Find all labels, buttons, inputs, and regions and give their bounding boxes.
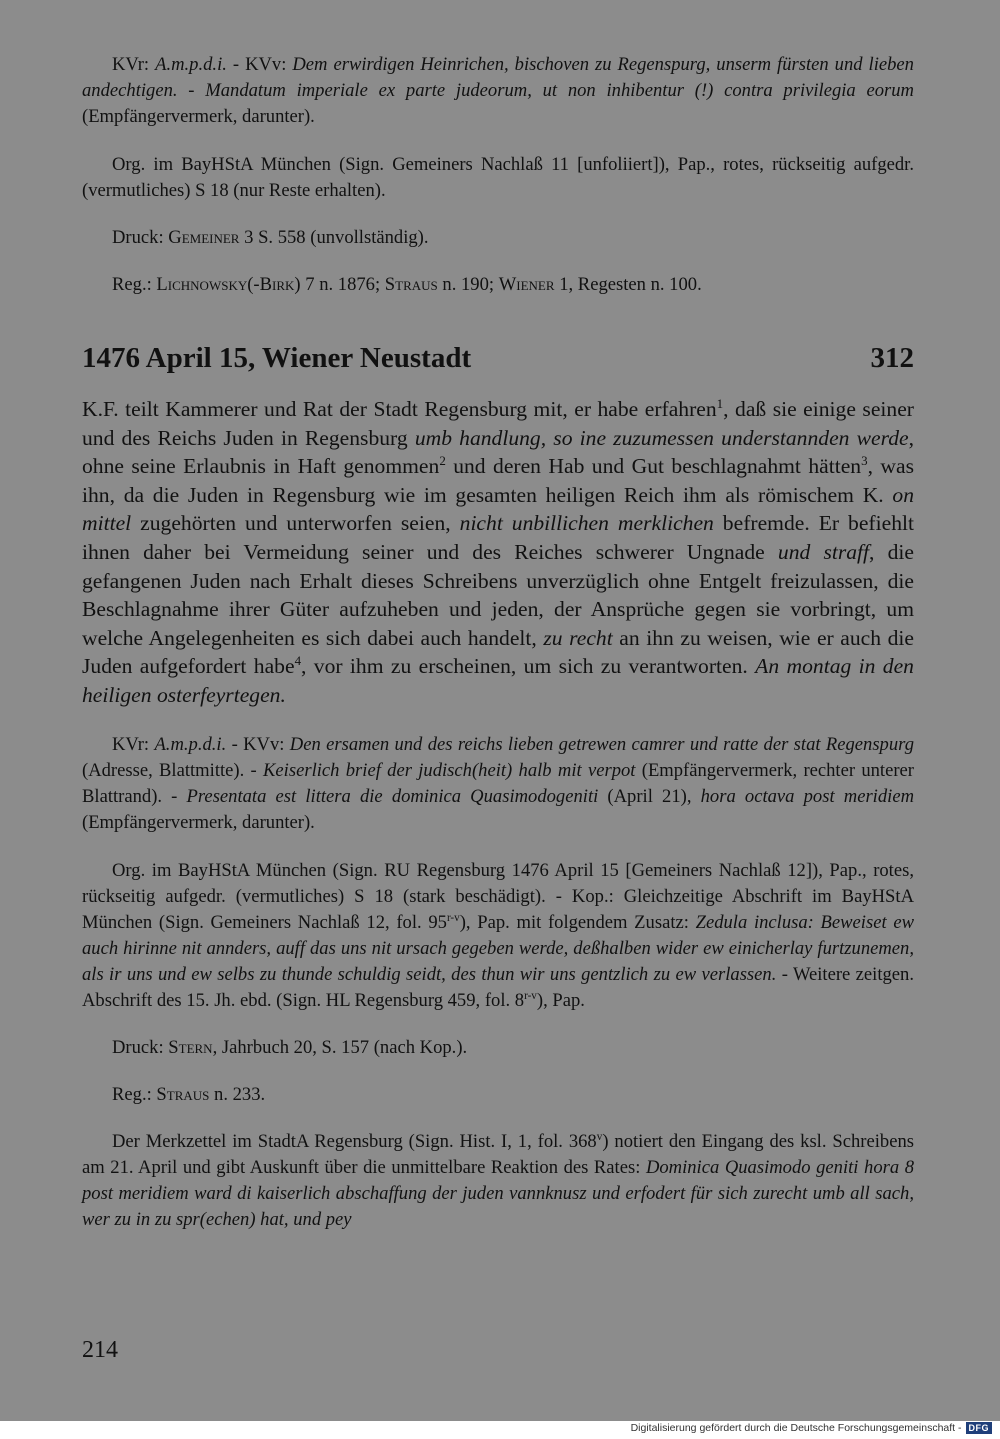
druck-ref: , Jahrbuch 20, S. 157 (nach Kop.).: [212, 1036, 468, 1058]
reg-ref: 7 n. 1876;: [300, 274, 385, 295]
reg-author: Straus: [384, 274, 438, 295]
quote-text: Dominica Quasimodo geniti hora 8 post meridiem ward di kaiserlich abschaffung der juden vannknusz und erfodert für sich zurecht umb all sach, wer zu in zu spr(echen) hat, und pey: [82, 1156, 914, 1230]
body-text: zugehörten und unterworfen seien,: [131, 511, 460, 536]
reg-author: Lichnowsky(-Birk): [156, 274, 301, 295]
note-text: (Empfängervermerk, rechter unterer Blattrand). -: [82, 759, 914, 807]
kvv-label: - KVv:: [226, 733, 290, 755]
note-text: (April 21),: [598, 785, 701, 807]
reg-author: Straus: [156, 1083, 210, 1105]
note-text: Org. im BayHStA München (Sign. RU Regensburg 1476 April 15 [Gemeiners Nachlaß 12]), Pap., rotes, rückseitig aufgedr. (vermutliches) S 18 (stark beschädigt). - Kop.: Gleichzeitige Abschrift im BayHStA München (Sign. Gemeiners Nachlaß 12, fol. 95: [82, 859, 914, 933]
quote-text: umb handlung, so ine zuzumessen understannden werde: [414, 425, 909, 450]
page-number: 214: [82, 1337, 118, 1363]
quote-text: Zedula inclusa: Beweiset ew auch hirinne nit annders, auff das uns nit ursach gegeben werde, deßhalben wider ew einicherlay furtzunemen, als ir uns und ew selbs zu thunde schuldig seidt, des thun wir uns gentzlich zu ew verlassen.: [82, 911, 914, 985]
note-text: ) notiert den Eingang des ksl. Schreibens am 21. April und gibt Auskunft über die unmittelbare Reaktion des Rates:: [82, 1130, 914, 1178]
entry-reg-paragraph: [82, 1082, 914, 1108]
footnote-ref: 4: [294, 653, 302, 669]
prev-org-paragraph: Org. im BayHStA München (Sign. Gemeiners Nachlaß 11 [unfoliiert]), Pap., rotes, rückseitig aufgedr. (vermutliches) S 18 (nur Reste erhalten).: [82, 154, 914, 201]
druck-label: Druck:: [112, 227, 169, 248]
note-text: Der Merkzettel im StadtA Regensburg (Sign. Hist. I, 1, fol. 368: [112, 1130, 597, 1152]
prev-kv-paragraph: [82, 52, 914, 130]
quote-text: Keiserlich brief der judisch(heit) halb mit verpot: [263, 759, 636, 781]
kvr-code: A.m.p.d.i.: [154, 733, 227, 755]
body-text: an ihn zu weisen, wie er auch die Juden aufgefordert habe: [82, 625, 914, 679]
druck-author: Gemeiner: [168, 227, 240, 248]
prev-reg-paragraph: [82, 272, 914, 298]
body-text: , die gefangenen Juden nach Erhalt dieses Schreibens unverzüglich ohne Entgelt freizulassen, die Beschlagnahme ihrer Güter aufzuheben und jeden, der Ansprüche gegen sie vorbringt, um welche Angelegenheiten es sich dabei auch handelt,: [82, 539, 914, 650]
folio-sup: v: [596, 1130, 603, 1143]
prev-druck-paragraph: [82, 225, 914, 251]
kvr-label: KVr:: [112, 733, 155, 755]
reg-ref: 1, Regesten n. 100.: [554, 274, 702, 295]
kvr-label: KVr:: [112, 54, 156, 75]
entry-merkzettel-paragraph: [82, 1129, 914, 1233]
note-text: (Adresse, Blattmitte). -: [82, 759, 264, 781]
footnote-ref: 3: [861, 453, 868, 468]
entry-number: 312: [870, 342, 914, 374]
quote-text: zu recht: [543, 625, 613, 650]
body-text: , ohne seine Erlaubnis in Haft genommen: [82, 425, 914, 479]
kvv-note: (Empfängervermerk, darunter).: [82, 106, 315, 127]
body-text: , vor ihm zu erscheinen, um sich zu verantworten.: [301, 654, 756, 679]
body-text: befremde. Er befiehlt ihnen daher bei Vermeidung seiner und des Reiches schwerer Ungnade: [82, 511, 915, 564]
page-content: [82, 52, 914, 1233]
reg-author: Wiener: [498, 274, 555, 295]
body-text: K.F. teilt Kammerer und Rat der Stadt Regensburg mit, er habe erfahren: [82, 397, 717, 421]
entry-heading: [82, 342, 914, 375]
quote-text: Den ersamen und des reichs lieben getrewen camrer und ratte der stat Regenspurg: [289, 733, 914, 755]
quote-text: Presentata est littera die dominica Quasimodogeniti: [186, 785, 599, 807]
dfg-logo-icon: DFG: [966, 1422, 993, 1434]
footnote-ref: 2: [439, 453, 446, 468]
dfg-footer: [631, 1422, 992, 1434]
note-text: - Weitere zeitgen. Abschrift des 15. Jh. ebd. (Sign. HL Regensburg 459, fol. 8: [82, 963, 914, 1011]
entry-kv-paragraph: [82, 732, 914, 836]
entry-date-place: 1476 April 15, Wiener Neustadt: [82, 342, 472, 374]
quote-text: und straff: [777, 539, 870, 564]
quote-text: nicht unbillichen merklichen: [459, 511, 714, 536]
kvv-label: - KVv:: [226, 54, 293, 75]
body-text: , daß sie einige seiner und des Reichs Juden in Regensburg: [82, 397, 914, 450]
quote-text: hora octava post meridiem: [700, 785, 914, 807]
druck-author: Stern: [168, 1036, 213, 1058]
folio-sup: r-v: [524, 989, 537, 1002]
reg-label: Reg.:: [112, 1083, 157, 1105]
quote-text: An montag in den heiligen osterfeyrtegen.: [82, 654, 914, 707]
footer-text: Digitalisierung gefördert durch die Deutsche Forschungsgemeinschaft -: [630, 1422, 962, 1434]
note-text: ), Pap.: [536, 989, 585, 1011]
footnote-ref: 1: [716, 395, 724, 411]
entry-org-paragraph: [82, 858, 914, 1014]
note-text: ), Pap. mit folgendem Zusatz:: [459, 911, 696, 933]
kvv-text: Dem erwirdigen Heinrichen, bischoven zu Regenspurg, unserm fürsten und lieben andechtigen. - Mandatum imperiale ex parte judeorum, ut non inhibentur (!) contra privilegia eorum: [82, 54, 914, 101]
entry-body-paragraph: [82, 395, 914, 710]
note-text: (Empfängervermerk, darunter).: [82, 811, 315, 833]
reg-label: Reg.:: [112, 274, 157, 295]
reg-ref: n. 190;: [437, 274, 499, 295]
body-text: und deren Hab und Gut beschlagnahmt hätten: [445, 454, 862, 479]
folio-sup: r-v: [446, 911, 460, 924]
reg-ref: n. 233.: [209, 1083, 266, 1105]
kvr-code: A.m.p.d.i.: [155, 54, 227, 75]
quote-text: on mittel: [82, 482, 914, 536]
body-text: , was ihn, da die Juden in Regensburg wie im gesamten heiligen Reich ihm als römischem K.: [82, 454, 914, 507]
entry-druck-paragraph: [82, 1035, 914, 1061]
druck-label: Druck:: [112, 1036, 169, 1058]
druck-ref: 3 S. 558 (unvollständig).: [239, 227, 429, 248]
